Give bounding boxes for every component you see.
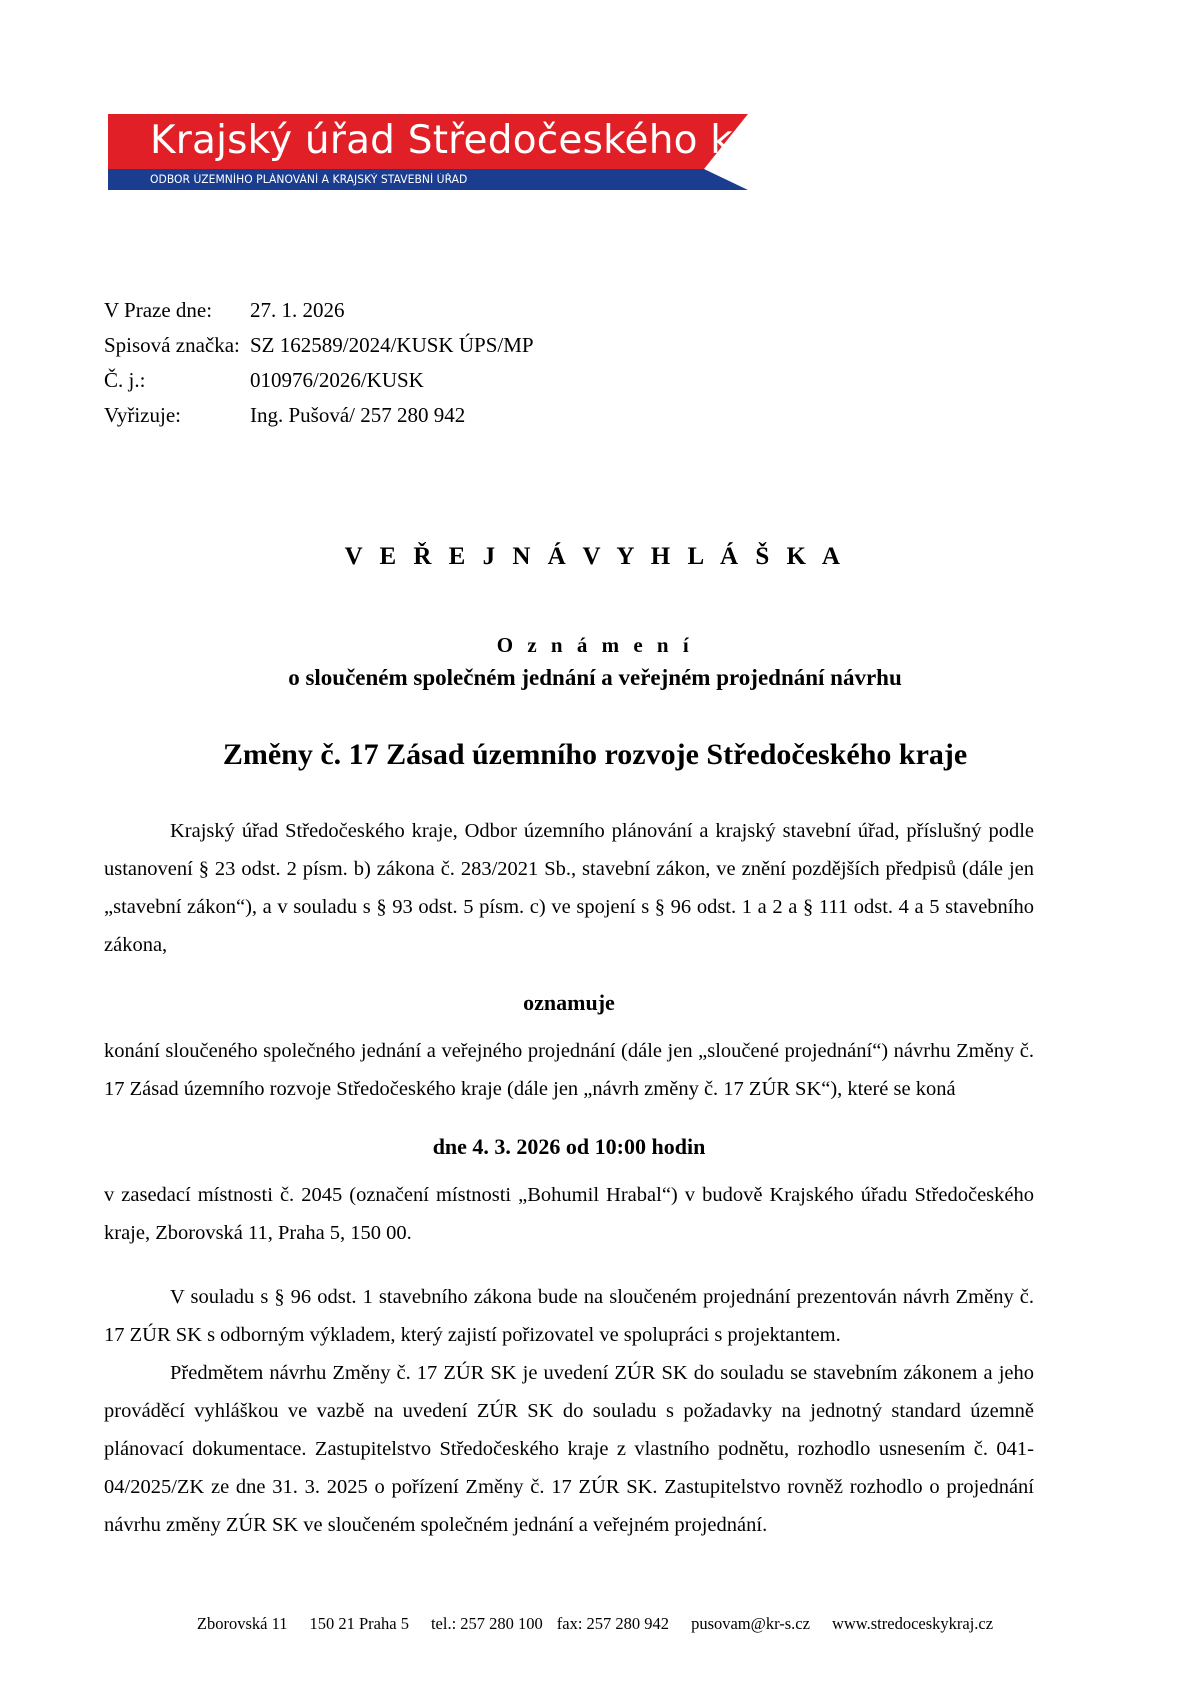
footer-postal: 150 21 Praha 5 [309, 1614, 409, 1633]
meta-row-file-mark [104, 328, 534, 363]
spacer [104, 1108, 1034, 1128]
paragraph-subject-matter: Předmětem návrhu Změny č. 17 ZÚR SK je uvedení ZÚR SK do souladu se stavebním zákonem a jeho prováděcí vyhláškou ve vazbě na uvedení ZÚR SK do souladu s požadavky na jednotný standard územně plánovací dokumentace. Zastupitelstvo Středočeského kraje z vlastního podnětu, rozhodlo usnesením č. 041-04/2025/ZK ze dne 31. 3. 2025 o pořízení Změny č. 17 ZÚR SK. Zastupitelstvo rovněž rozhodlo o projednání návrhu změny ZÚR SK ve sloučeném společném jednání a veřejném projednání. [104, 1362, 1034, 1536]
organization-logo [108, 114, 809, 190]
heading-oznamuje: oznamuje [523, 990, 615, 1015]
meta-label-file-mark: Spisová značka: [104, 333, 240, 357]
footer-email[interactable]: pusovam@kr-s.cz [691, 1614, 810, 1633]
logo-subtitle: ODBOR ÚZEMNÍHO PLÁNOVÁNÍ A KRAJSKÝ STAVEBNÍ ÚŘAD [150, 173, 468, 186]
footer-fax: fax: 257 280 942 [556, 1614, 670, 1633]
page-footer [0, 1613, 1190, 1635]
meta-row-date [104, 293, 534, 328]
paragraph-location: v zasedací místnosti č. 2045 (označení místnosti „Bohumil Hrabal“) v budově Krajského úřadu Středočeského kraje, Zborovská 11, Praha 5, 150 00. [104, 1184, 1034, 1244]
spacer [104, 1166, 1034, 1176]
meeting-date-line: dne 4. 3. 2026 od 10:00 hodin [432, 1134, 706, 1159]
meta-row-reference-number [104, 363, 534, 398]
document-body [104, 812, 1034, 1544]
page-title: Změny č. 17 Zásad územního rozvoje Středočeského kraje [222, 738, 968, 771]
paragraph-presentation: V souladu s § 96 odst. 1 stavebního zákona bude na sloučeném projednání prezentován návrh Změny č. 17 ZÚR SK s odborným výkladem, který zajistí pořizovatel ve spolupráci s projektantem. [104, 1286, 1034, 1346]
heading-announcement: O z n á m e n í [496, 633, 694, 657]
meta-row-handled-by [104, 398, 534, 433]
meta-value-file-mark: SZ 162589/2024/KUSK ÚPS/MP [250, 333, 534, 357]
meta-label-handled-by: Vyřizuje: [104, 403, 181, 427]
spacer [104, 1022, 1034, 1032]
meta-value-handled-by: Ing. Pušová/ 257 280 942 [250, 403, 466, 427]
spacer [104, 964, 1034, 984]
heading-announcement-subtitle: o sloučeném společném jednání a veřejném projednání návrhu [288, 665, 902, 690]
meta-value-date: 27. 1. 2026 [250, 298, 345, 322]
heading-public-notice: V E Ř E J N Á V Y H L Á Š K A [344, 543, 846, 570]
meta-label-reference-number: Č. j.: [104, 368, 146, 392]
meta-value-reference-number: 010976/2026/KUSK [250, 368, 424, 392]
spacer [104, 1252, 1034, 1278]
logo-title: Krajský úřad Středočeského kraje [150, 118, 809, 163]
paragraph-legal-basis: Krajský úřad Středočeského kraje, Odbor územního plánování a krajský stavební úřad, příslušný podle ustanovení § 23 odst. 2 písm. b) zákona č. 283/2021 Sb., stavební zákon, ve znění pozdějších předpisů (dále jen „stavební zákon“), a v souladu s § 93 odst. 5 písm. c) ve spojení s § 96 odst. 1 a 2 a § 111 odst. 4 a 5 stavebního zákona, [104, 820, 1034, 956]
footer-web[interactable]: www.stredoceskykraj.cz [831, 1614, 994, 1633]
document-metadata [104, 293, 534, 433]
footer-address: Zborovská 11 [196, 1614, 288, 1633]
footer-tel: tel.: 257 280 100 [430, 1614, 543, 1633]
paragraph-meeting-announcement: konání sloučeného společného jednání a veřejného projednání (dále jen „sloučené projednání“) návrhu Změny č. 17 Zásad územního rozvoje Středočeského kraje (dále jen „návrh změny č. 17 ZÚR SK“), které se koná [104, 1040, 1034, 1100]
meta-label-date: V Praze dne: [104, 298, 213, 322]
